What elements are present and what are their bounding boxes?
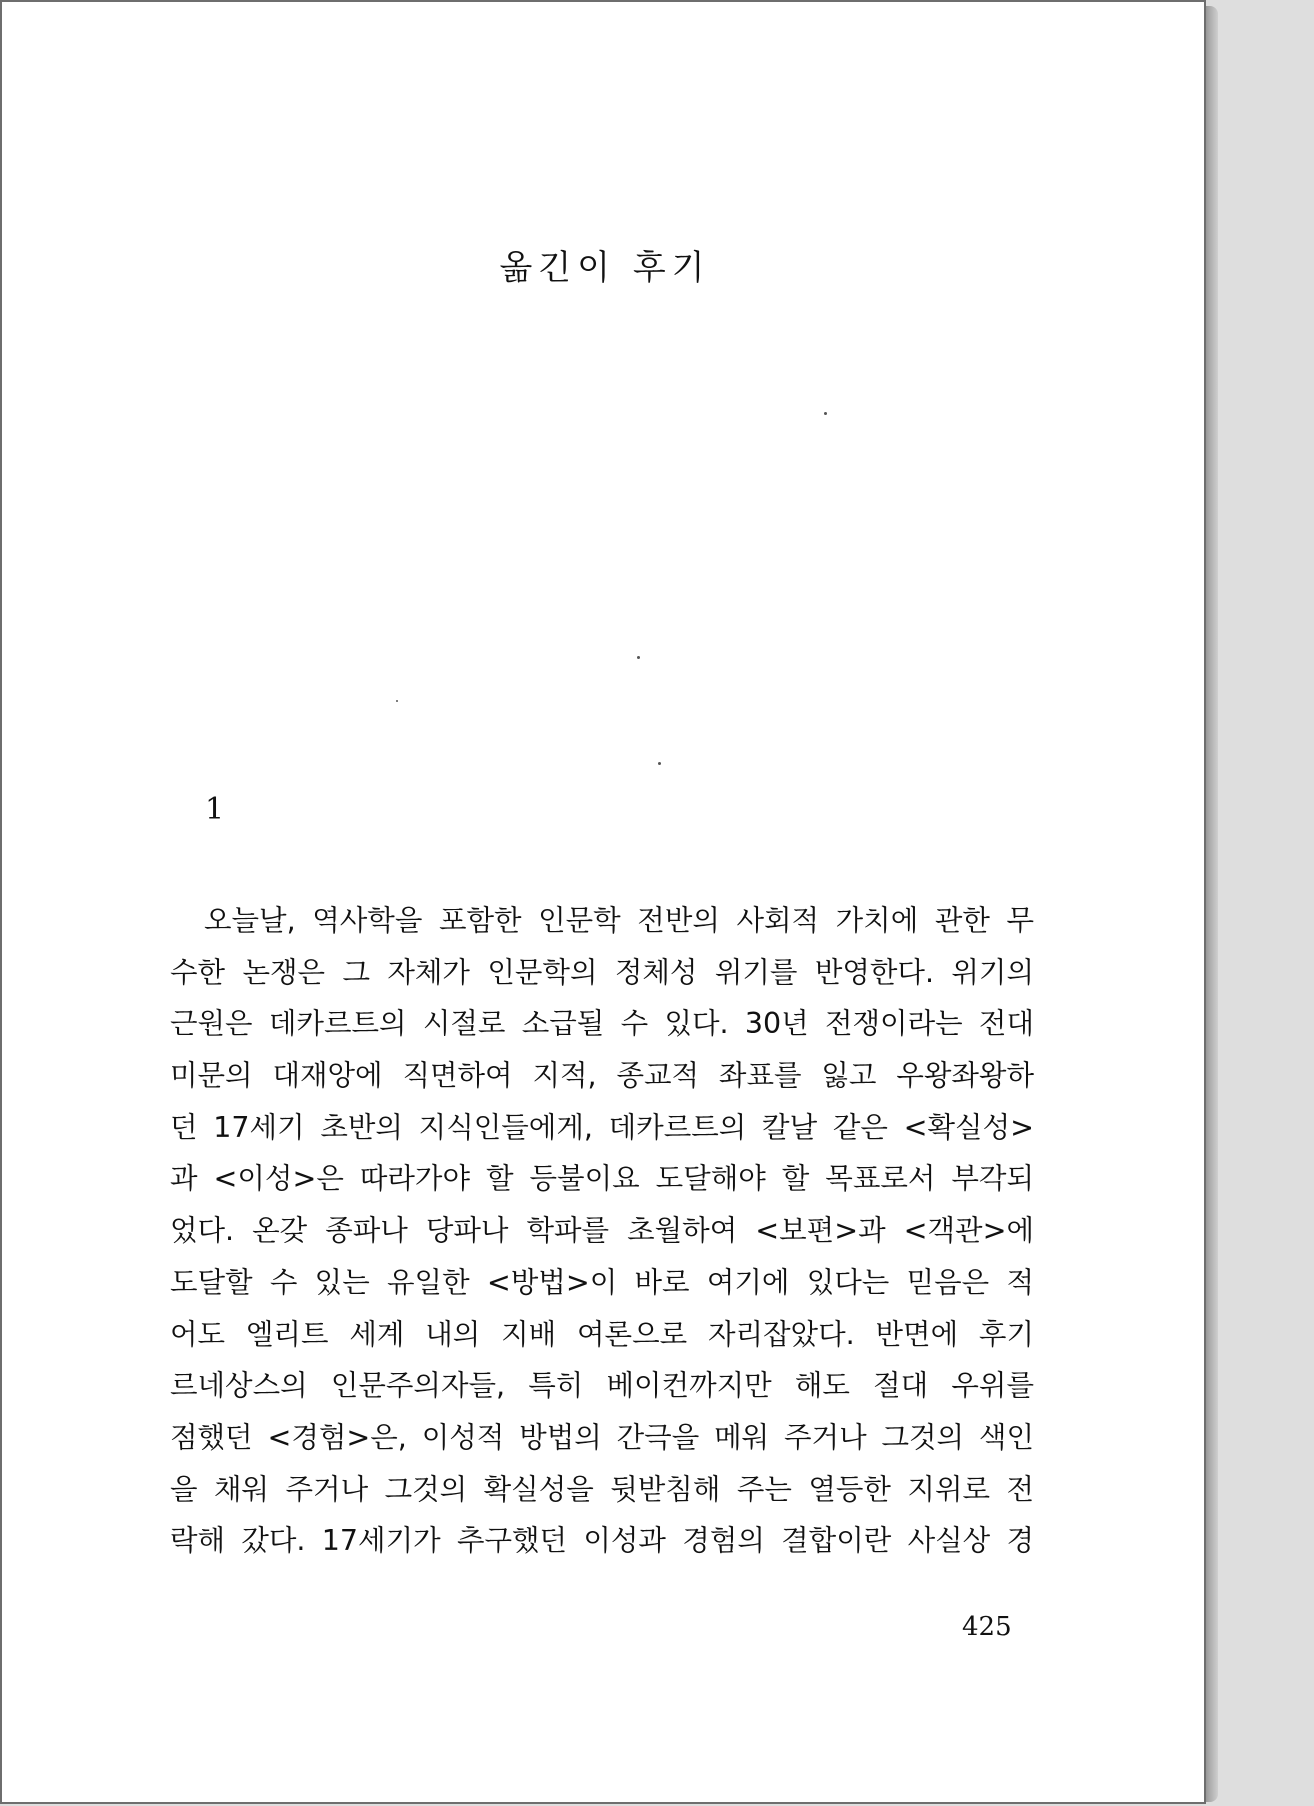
- scan-speck: [824, 412, 827, 415]
- scan-speck: [658, 762, 661, 765]
- body-paragraph: [170, 895, 1034, 1567]
- text-line: 근원은 데카르트의 시절로 소급될 수 있다. 30년 전쟁이라는 전대: [170, 1007, 1034, 1041]
- text-line: 던 17세기 초반의 지식인들에게, 데카르트의 칼날 같은 <확실성>: [170, 1110, 1034, 1144]
- text-line: 었다. 온갖 종파나 당파나 학파를 초월하여 <보편>과 <객관>에: [170, 1214, 1034, 1248]
- text-line: 점했던 <경험>은, 이성적 방법의 간극을 메워 주거나 그것의 색인: [170, 1420, 1034, 1454]
- text-line: 오늘날, 역사학을 포함한 인문학 전반의 사회적 가치에 관한 무: [204, 904, 1034, 937]
- text-line: 수한 논쟁은 그 자체가 인문학의 정체성 위기를 반영한다. 위기의: [170, 955, 1034, 989]
- text-line: 미문의 대재앙에 직면하여 지적, 종교적 좌표를 잃고 우왕좌왕하: [170, 1059, 1034, 1093]
- scan-speck: [637, 656, 640, 659]
- scan-speck: [396, 700, 398, 702]
- text-line: 과 <이성>은 따라가야 할 등불이요 도달해야 할 목표로서 부각되: [170, 1162, 1034, 1196]
- section-number: 1: [205, 792, 225, 827]
- chapter-title: 옮긴이 후기: [499, 248, 711, 288]
- text-line: 을 채워 주거나 그것의 확실성을 뒷받침해 주는 열등한 지위로 전: [170, 1472, 1034, 1506]
- text-line: 락해 갔다. 17세기가 추구했던 이성과 경험의 결합이란 사실상 경: [170, 1524, 1034, 1558]
- text-line: 도달할 수 있는 유일한 <방법>이 바로 여기에 있다는 믿음은 적: [170, 1265, 1034, 1299]
- text-line: 르네상스의 인문주의자들, 특히 베이컨까지만 해도 절대 우위를: [170, 1369, 1034, 1403]
- text-line: 어도 엘리트 세계 내의 지배 여론으로 자리잡았다. 반면에 후기: [170, 1317, 1034, 1351]
- page-number: 425: [962, 1612, 1012, 1642]
